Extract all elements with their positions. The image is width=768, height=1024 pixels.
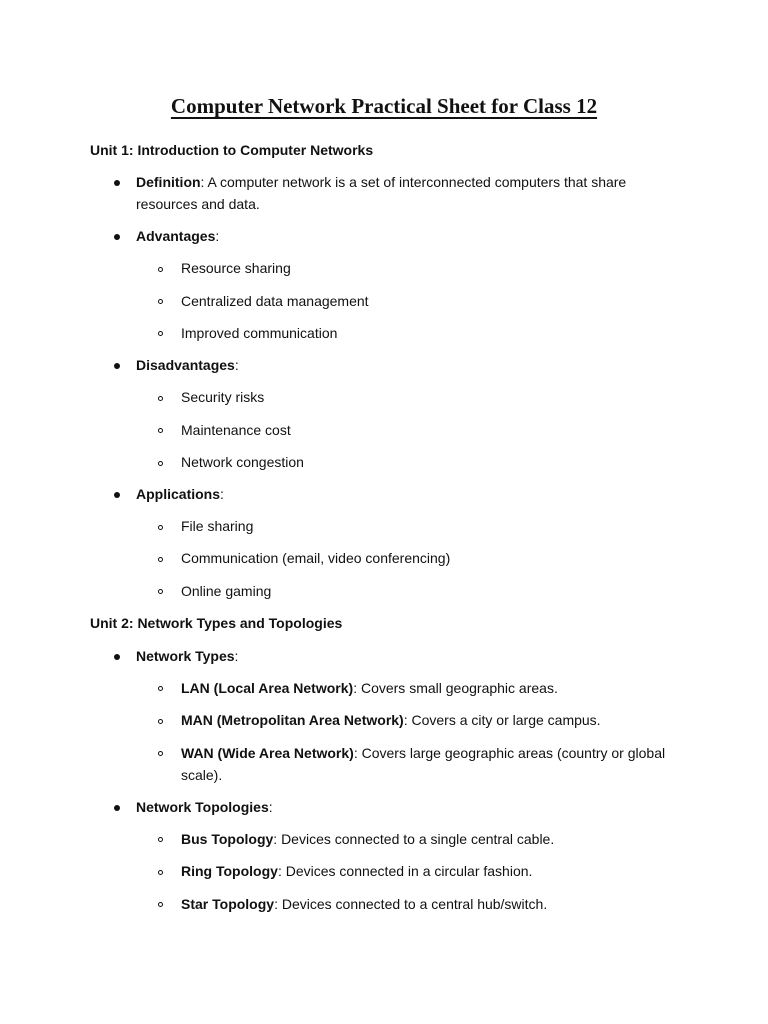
sub-bullet-circle (158, 267, 163, 272)
disadvantage-list-item: Security risks (181, 389, 265, 405)
unit2-heading: Unit 2: Network Types and Topologies (90, 615, 343, 631)
sub-bullet-circle (158, 719, 163, 724)
sub-bullet-circle (158, 837, 163, 842)
advantage-list-item: Improved communication (181, 325, 338, 341)
sub-bullet-circle (158, 525, 163, 530)
advantage-list-item: Centralized data management (181, 293, 369, 309)
bullet-dot (114, 805, 120, 811)
sub-bullet-circle (158, 396, 163, 401)
sub-bullet-circle (158, 751, 163, 756)
topology-item: Ring Topology: Devices connected in a circular fashion. (181, 863, 533, 879)
sub-bullet-circle (158, 902, 163, 907)
sub-bullet-circle (158, 299, 163, 304)
network-type-item: MAN (Metropolitan Area Network): Covers a city or large campus. (181, 712, 601, 728)
definition-continuation: resources and data. (136, 196, 260, 212)
sub-bullet-circle (158, 331, 163, 336)
advantage-list-item: Resource sharing (181, 260, 291, 276)
network-topologies-item: Network Topologies: (136, 799, 273, 815)
topology-item: Bus Topology: Devices connected to a single central cable. (181, 831, 555, 847)
definition-item: Definition: A computer network is a set of interconnected computers that share (136, 174, 627, 190)
application-list-item: Online gaming (181, 583, 272, 599)
sub-bullet-circle (158, 557, 163, 562)
topology-item: Star Topology: Devices connected to a central hub/switch. (181, 896, 548, 912)
sub-bullet-circle (158, 870, 163, 875)
disadvantage-list-item: Network congestion (181, 454, 304, 470)
sub-bullet-circle (158, 589, 163, 594)
bullet-dot (114, 180, 120, 186)
network-type-item: WAN (Wide Area Network): Covers large geographic areas (country or global (181, 745, 666, 761)
unit1-heading: Unit 1: Introduction to Computer Networks (90, 142, 374, 158)
advantages-item: Advantages: (136, 228, 220, 244)
bullet-dot (114, 492, 120, 498)
network-types-item: Network Types: (136, 648, 239, 664)
page-title: Computer Network Practical Sheet for Class 12 (170, 94, 598, 118)
bullet-dot (114, 234, 120, 240)
applications-item: Applications: (136, 486, 224, 502)
disadvantages-item: Disadvantages: (136, 357, 239, 373)
sub-bullet-circle (158, 461, 163, 466)
application-list-item: File sharing (181, 518, 254, 534)
network-type-item: LAN (Local Area Network): Covers small geographic areas. (181, 680, 558, 696)
sub-bullet-circle (158, 686, 163, 691)
sub-bullet-circle (158, 428, 163, 433)
network-type-continuation: scale). (181, 767, 223, 783)
application-list-item: Communication (email, video conferencing) (181, 550, 451, 566)
disadvantage-list-item: Maintenance cost (181, 422, 291, 438)
bullet-dot (114, 363, 120, 369)
bullet-dot (114, 654, 120, 660)
